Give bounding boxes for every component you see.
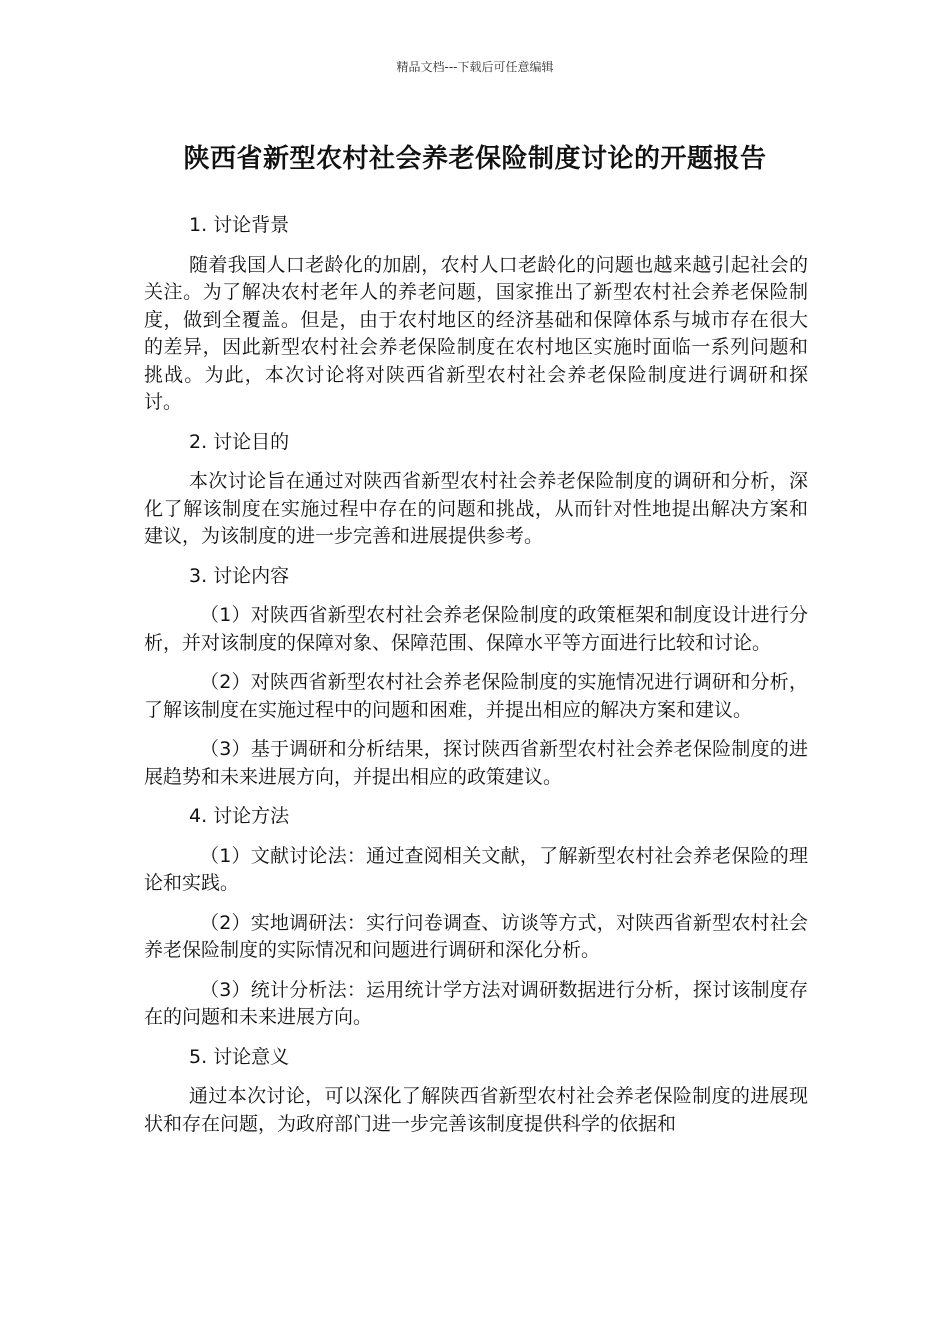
paragraph: 通过本次讨论，可以深化了解陕西省新型农村社会养老保险制度的进展现状和存在问题，为政府部门进一步完善该制度提供科学的依据和 [144,1085,808,1135]
list-item: （3）统计分析法：运用统计学方法对调研数据进行分析，探讨该制度存在的问题和未来进展方向。 [144,978,808,1028]
section-heading: 4. 讨论方法 [189,805,290,827]
section-heading: 3. 讨论内容 [189,564,290,587]
section-heading: 5. 讨论意义 [189,1045,290,1068]
section-methods [144,803,808,1032]
list-item: （1）对陕西省新型农村社会养老保险制度的政策框架和制度设计进行分析，并对该制度的保障对象、保障范围、保障水平等方面进行比较和讨论。 [144,604,808,654]
paragraph: 本次讨论旨在通过对陕西省新型农村社会养老保险制度的调研和分析，深化了解该制度在实施过程中存在的问题和挑战，从而针对性地提出解决方案和建议，为该制度的进一步完善和进展提供参考。 [144,470,808,547]
list-item: （3）基于调研和分析结果，探讨陕西省新型农村社会养老保险制度的进展趋势和未来进展方向，并提出相应的政策建议。 [144,738,808,788]
header-note: 精品文档---下载后可任意编辑 [396,60,554,74]
paragraph: 随着我国人口老龄化的加剧，农村人口老龄化的问题也越来越引起社会的关注。为了解决农村老年人的养老问题，国家推出了新型农村社会养老保险制度，做到全覆盖。但是，由于农村地区的经济基础和保障体系与城市存在很大的差异，因此新型农村社会养老保险制度在农村地区实施时面临一系列问题和挑战。为此，本次讨论将对陕西省新型农村社会养老保险制度进行调研和探讨。 [144,253,808,413]
document-title: 陕西省新型农村社会养老保险制度讨论的开题报告 [183,144,767,174]
document-body [144,212,808,1150]
section-significance [144,1044,808,1139]
list-item: （2）实地调研法：实行问卷调查、访谈等方式，对陕西省新型农村社会养老保险制度的实际情况和问题进行调研和深化分析。 [144,911,808,961]
section-heading: 1. 讨论背景 [189,214,290,236]
section-heading: 2. 讨论目的 [189,430,290,453]
list-item: （1）文献讨论法：通过查阅相关文献，了解新型农村社会养老保险的理论和实践。 [144,844,808,894]
list-item: （2）对陕西省新型农村社会养老保险制度的实施情况进行调研和分析，了解该制度在实施过程中的问题和困难，并提出相应的解决方案和建议。 [144,671,808,721]
section-purpose [144,429,808,551]
section-content [144,563,808,792]
section-background [144,212,808,417]
